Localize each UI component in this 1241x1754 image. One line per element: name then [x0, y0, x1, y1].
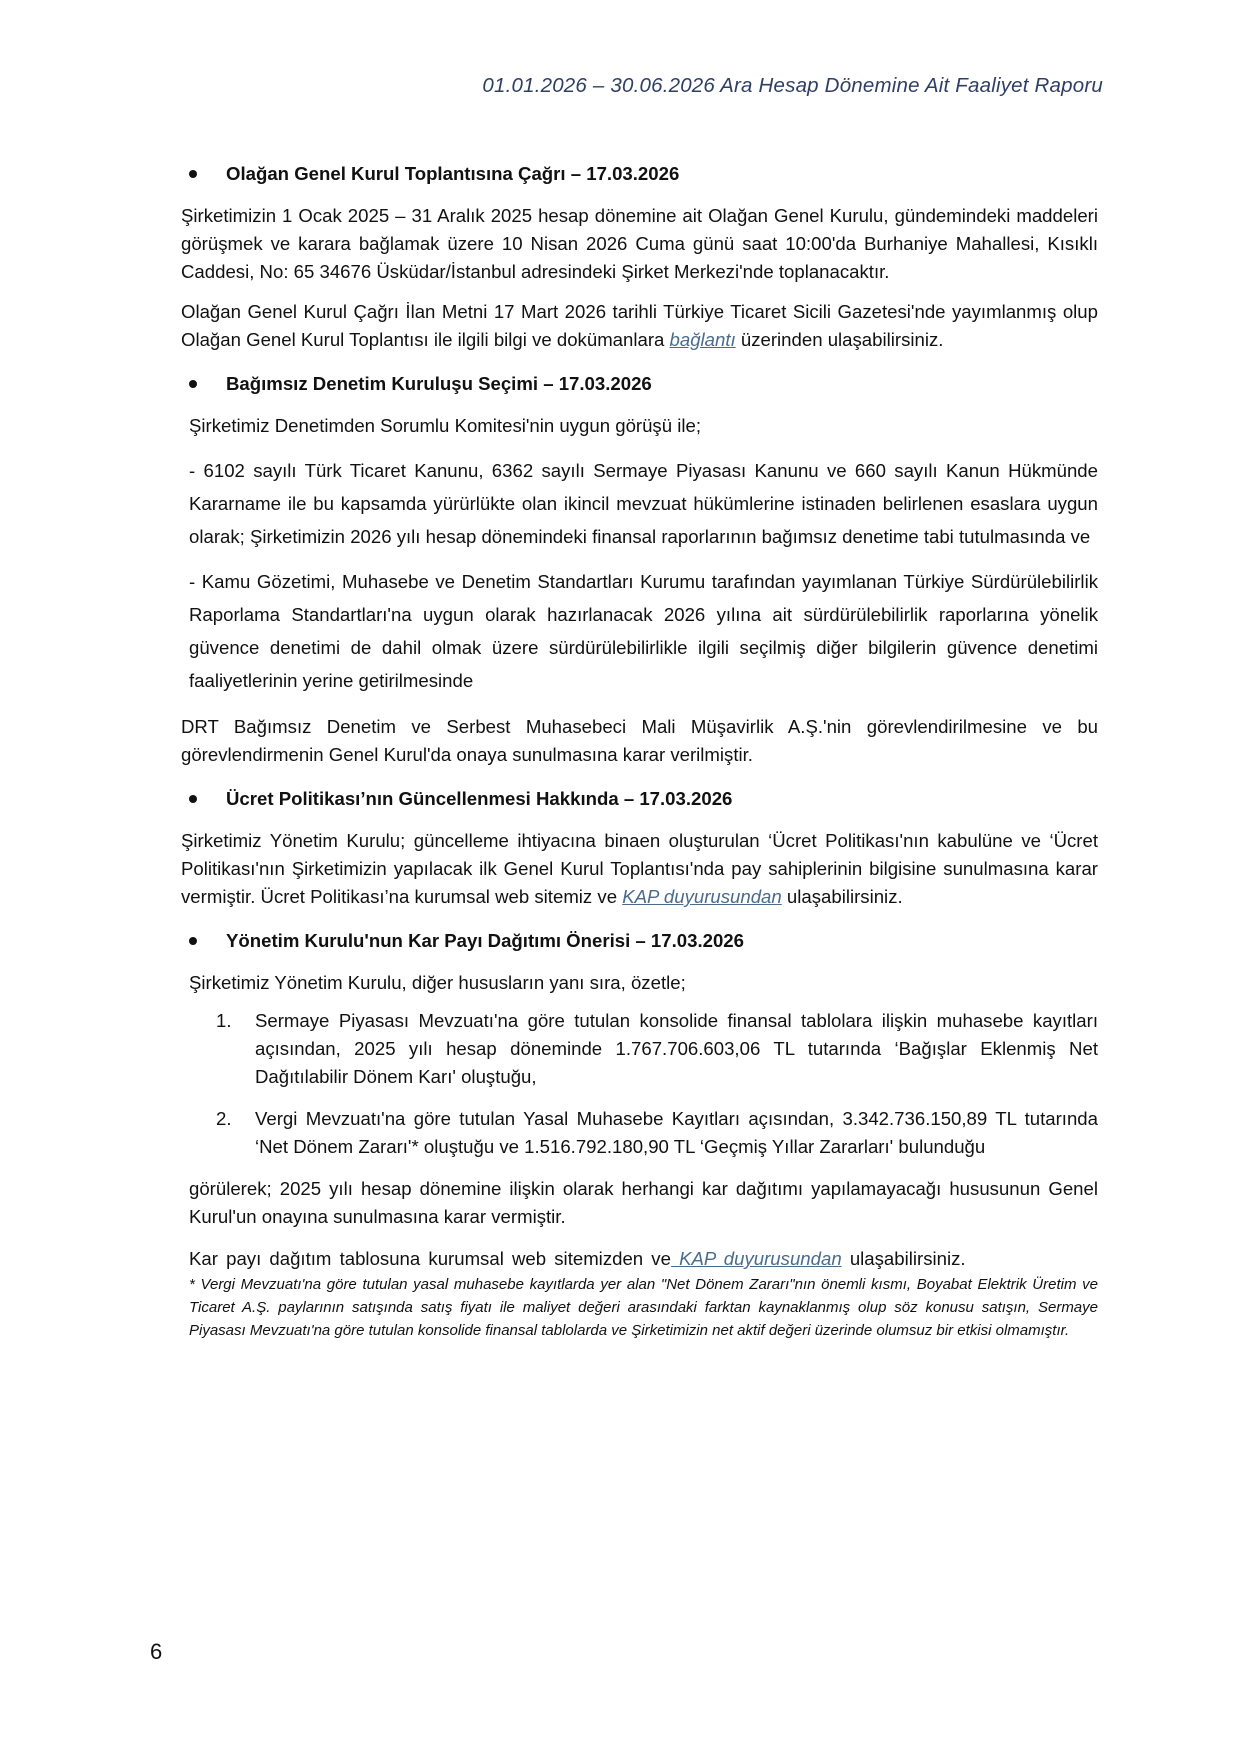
bullet-icon: [189, 795, 197, 803]
kap-dividend-link[interactable]: KAP duyurusundan: [670, 1248, 842, 1269]
baglanti-link[interactable]: bağlantı: [669, 329, 736, 350]
list-item: [181, 1007, 1098, 1091]
remuneration-text: Şirketimiz Yönetim Kurulu; güncelleme ihtiyacına binaen oluşturulan ‘Ücret Politikası'nın kabulüne ve ‘Ücret Politikası'nın Şirketimizin yapılacak ilk Genel Kurul Toplantısı'nda pay sahiplerinin bilgisine sunulmasına karar vermiştir. Ücret Politikası’na kurumsal web sitemiz ve: [181, 830, 1098, 907]
announcement-text-end: üzerinden ulaşabilirsiniz.: [735, 329, 944, 350]
heading-text: Olağan Genel Kurul Toplantısına Çağrı – 17.03.2026: [226, 163, 680, 184]
audit-intro: Şirketimiz Denetimden Sorumlu Komitesi'nin uygun görüşü ile;: [189, 415, 702, 436]
dividend-conclusion: görülerek; 2025 yılı hesap dönemine ilişkin olarak herhangi kar dağıtımı yapılamayacağı hususunun Genel Kurul'un onayına sunulmasına karar vermiştir.: [189, 1178, 1098, 1227]
audit-item-sustainability: - Kamu Gözetimi, Muhasebe ve Denetim Standartları Kurumu tarafından yayımlanan Türkiye Sürdürülebilirlik Raporlama Standartları'na uygun olarak hazırlanacak 2026 yılına ait sürdürülebilirlik raporlarına yönelik güvence denetimi de dahil olmak üzere sürdürülebilirlikle ilgili seçilmiş diğer bilgilerin güvence denetimi faaliyetlerinin yerine getirilmesinde: [189, 571, 1098, 691]
dividend-numbered-list: [181, 1007, 1098, 1161]
remuneration-paragraph: [181, 827, 1098, 911]
list-item-text: Sermaye Piyasası Mevzuatı'na göre tutulan konsolide finansal tablolara ilişkin muhasebe kayıtları açısından, 2025 yılı hesap döneminde 1.767.706.603,06 TL tutarında ‘Bağışlar Eklenmiş Net Dağıtılabilir Dönem Karı' oluştuğu,: [255, 1010, 1098, 1087]
heading-text: Ücret Politikası’nın Güncellenmesi Hakkında – 17.03.2026: [226, 788, 733, 809]
audit-item-ttk: - 6102 sayılı Türk Ticaret Kanunu, 6362 sayılı Sermaye Piyasası Kanunu ve 660 sayılı Kanun Hükmünde Kararname ile bu kapsamda yürürlükte olan ikincil mevzuat hükümlerine istinaden belirlenen esaslara uygun olarak; Şirketimizin 2026 yılı hesap dönemindeki finansal raporlarının bağımsız denetime tabi tutulmasında ve: [189, 460, 1098, 547]
remuneration-text-end: ulaşabilirsiniz.: [781, 886, 903, 907]
bullet-icon: [189, 937, 197, 945]
list-item: [181, 1105, 1098, 1161]
audit-conclusion: DRT Bağımsız Denetim ve Serbest Muhasebeci Mali Müşavirlik A.Ş.'nin görevlendirilmesine ve bu görevlendirmenin Genel Kurul'da onaya sunulmasına karar verilmiştir.: [181, 716, 1098, 765]
section-heading-remuneration-policy: [181, 785, 1098, 813]
general-assembly-announcement-paragraph: [181, 298, 1098, 354]
general-assembly-paragraph: Şirketimizin 1 Ocak 2025 – 31 Aralık 2025 hesap dönemine ait Olağan Genel Kurulu, gündemindeki maddeleri görüşmek ve karara bağlamak üzere 10 Nisan 2026 Cuma günü saat 10:00'da Burhaniye Mahallesi, Kısıklı Caddesi, No: 65 34676 Üsküdar/İstanbul adresindeki Şirket Merkezi'nde toplanacaktır.: [181, 205, 1098, 282]
section-heading-dividend-proposal: [181, 927, 1098, 955]
heading-text: Bağımsız Denetim Kuruluşu Seçimi – 17.03.2026: [226, 373, 652, 394]
bullet-icon: [189, 380, 197, 388]
announcement-text: Olağan Genel Kurul Çağrı İlan Metni 17 Mart 2026 tarihli Türkiye Ticaret Sicili Gazetesi'nde yayımlanmış olup Olağan Genel Kurul Toplantısı ile ilgili bilgi ve dokümanlara: [181, 301, 1098, 350]
closing-text: Kar payı dağıtım tablosuna kurumsal web sitemizden ve: [189, 1248, 671, 1269]
heading-text: Yönetim Kurulu'nun Kar Payı Dağıtımı Önerisi – 17.03.2026: [226, 930, 744, 951]
page-content: [181, 160, 1098, 1342]
list-item-text: Vergi Mevzuatı'na göre tutulan Yasal Muhasebe Kayıtları açısından, 3.342.736.150,89 TL tutarında ‘Net Dönem Zararı'* oluştuğu ve 1.516.792.180,90 TL ‘Geçmiş Yıllar Zararları' bulunduğu: [255, 1108, 1098, 1157]
dividend-intro: Şirketimiz Yönetim Kurulu, diğer hususların yanı sıra, özetle;: [189, 972, 686, 993]
section-heading-general-assembly: [181, 160, 1098, 188]
list-item-number: 1.: [216, 1010, 232, 1031]
running-header: 01.01.2026 – 30.06.2026 Ara Hesap Dönemine Ait Faaliyet Raporu: [482, 74, 1103, 97]
bullet-icon: [189, 170, 197, 178]
list-item-number: 2.: [216, 1108, 232, 1129]
kap-announcement-link[interactable]: KAP duyurusundan: [622, 886, 782, 907]
closing-text-end: ulaşabilirsiniz.: [841, 1248, 966, 1269]
footnote: * Vergi Mevzuatı'na göre tutulan yasal muhasebe kayıtlarda yer alan "Net Dönem Zararı"nın önemli kısmı, Boyabat Elektrik Üretim ve Ticaret A.Ş. paylarının satışında satış fiyatı ile maliyet değeri arasındaki farktan kaynaklanmış olup söz konusu satışın, Sermaye Piyasası Mevzuatı'na göre tutulan konsolide finansal tablolarda ve Şirketimizin net aktif değeri üzerinde olumsuz bir etkisi olmamıştır.: [189, 1276, 1098, 1339]
dividend-closing: [189, 1245, 1098, 1273]
page-number: 6: [150, 1639, 163, 1664]
section-heading-independent-audit: [181, 370, 1098, 398]
